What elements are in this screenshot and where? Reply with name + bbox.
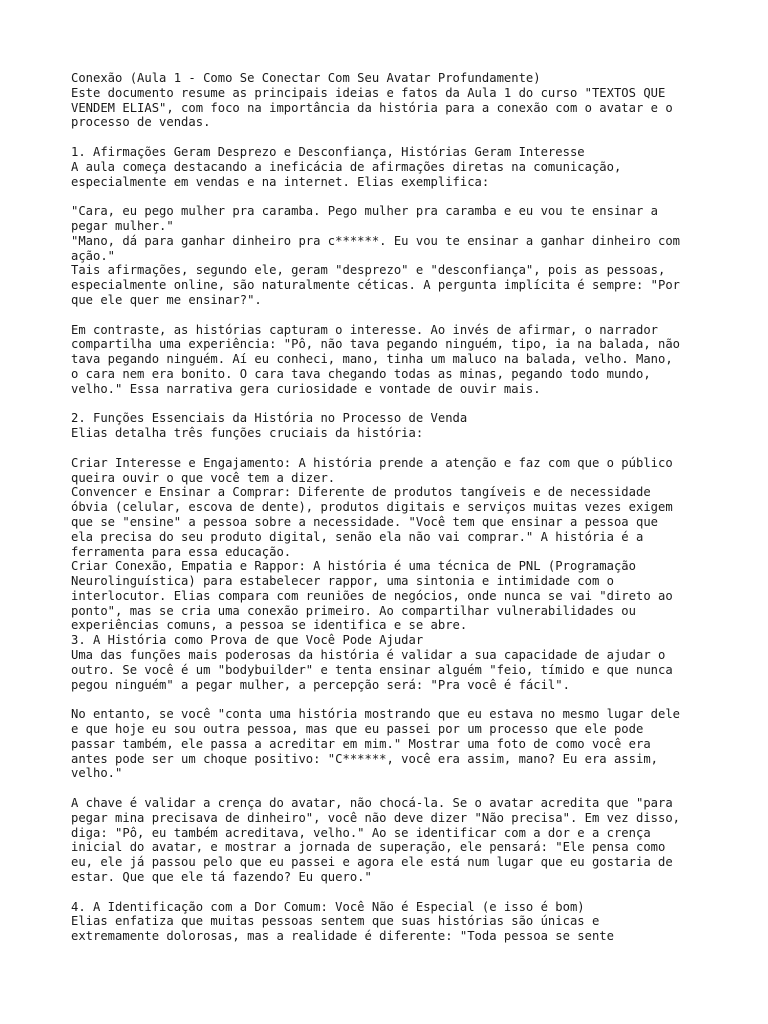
text-line: processo de vendas. [71, 115, 211, 130]
text-line [71, 308, 711, 323]
text-line: especialmente online, são naturalmente céticas. A pergunta implícita é sempre: "Por [71, 278, 681, 293]
text-line: Este documento resume as principais ideias e fatos da Aula 1 do curso "TEXTOS QUE [71, 85, 666, 100]
text-line: pegar mina precisava de dinheiro", você não deve dizer "Não precisa". Em vez disso, [71, 810, 681, 825]
text-line: Convencer e Ensinar a Comprar: Diferente de produtos tangíveis e de necessidade [71, 485, 651, 500]
text-line: que se "ensine" a pessoa sobre a necessidade. "Você tem que ensinar a pessoa que [71, 514, 658, 529]
text-line: inicial do avatar, e mostrar a jornada de superação, ele pensará: "Ele pensa como [71, 840, 666, 855]
text-line: VENDEM ELIAS", com foco na importância da história para a conexão com o avatar e o [71, 100, 673, 115]
text-line [71, 397, 711, 412]
text-line: 2. Funções Essenciais da História no Processo de Venda [71, 411, 468, 426]
text-line: que ele quer me ensinar?". [71, 292, 262, 307]
text-line: pegou ninguém" a pegar mulher, a percepção será: "Pra você é fácil". [71, 677, 570, 692]
text-line: o cara nem era bonito. O cara tava chegando todas as minas, pegando todo mundo, [71, 366, 651, 381]
text-line: especialmente em vendas e na internet. Elias exemplifica: [71, 174, 490, 189]
text-line: outro. Se você é um "bodybuilder" e tenta ensinar alguém "feio, tímido e que nunca [71, 662, 673, 677]
text-line: Elias detalha três funções cruciais da história: [71, 426, 424, 441]
text-line [71, 130, 711, 145]
text-line: Neurolinguística) para estabelecer rappor, uma sintonia e intimidade com o [71, 574, 614, 589]
text-line [71, 441, 711, 456]
text-line: Elias enfatiza que muitas pessoas sentem que suas histórias são únicas e [71, 914, 600, 929]
text-line: Em contraste, as histórias capturam o interesse. Ao invés de afirmar, o narrador [71, 322, 658, 337]
text-line [71, 692, 711, 707]
text-line: Criar Interesse e Engajamento: A história prende a atenção e faz com que o público [71, 455, 673, 470]
text-line: extremamente dolorosas, mas a realidade é diferente: "Toda pessoa se sente [71, 929, 614, 944]
text-line: pegar mulher." [71, 218, 174, 233]
text-line [71, 189, 711, 204]
text-line: tava pegando ninguém. Aí eu conheci, mano, tinha um maluco na balada, velho. Mano, [71, 352, 673, 367]
text-line: compartilha uma experiência: "Pô, não tava pegando ninguém, tipo, ia na balada, não [71, 337, 681, 352]
text-line: velho." [71, 766, 123, 781]
text-line: ferramenta para essa educação. [71, 544, 292, 559]
text-line: Uma das funções mais poderosas da história é validar a sua capacidade de ajudar o [71, 648, 666, 663]
text-line: Tais afirmações, segundo ele, geram "desprezo" e "desconfiança", pois as pessoas, [71, 263, 666, 278]
text-line: ação." [71, 248, 116, 263]
text-line: ponto", mas se cria uma conexão primeiro. Ao compartilhar vulnerabilidades ou [71, 603, 636, 618]
text-line: "Mano, dá para ganhar dinheiro pra c******. Eu vou te ensinar a ganhar dinheiro com [71, 233, 681, 248]
text-line: interlocutor. Elias compara com reuniões de negócios, onde nunca se vai "direto ao [71, 588, 673, 603]
text-line: estar. Que que ele tá fazendo? Eu quero." [71, 870, 372, 885]
text-line: antes pode ser um choque positivo: "C******, você era assim, mano? Eu era assim, [71, 751, 658, 766]
text-line: Conexão (Aula 1 - Como Se Conectar Com Seu Avatar Profundamente) [71, 71, 541, 85]
text-line: passar também, ele passa a acreditar em mim." Mostrar uma foto de como você era [71, 736, 651, 751]
text-line [71, 781, 711, 796]
text-line: 4. A Identificação com a Dor Comum: Você Não é Especial (e isso é bom) [71, 899, 585, 914]
document-text [71, 71, 711, 944]
text-line: 3. A História como Prova de que Você Pode Ajudar [71, 633, 424, 648]
text-line: A aula começa destacando a ineficácia de afirmações diretas na comunicação, [71, 159, 622, 174]
text-line: e que hoje eu sou outra pessoa, mas que eu passei por um processo que ele pode [71, 722, 644, 737]
text-line: 1. Afirmações Geram Desprezo e Desconfiança, Histórias Geram Interesse [71, 144, 585, 159]
text-line: diga: "Pô, eu também acreditava, velho." Ao se identificar com a dor e a crença [71, 825, 651, 840]
text-line [71, 885, 711, 900]
text-line: queira ouvir o que você tem a dizer. [71, 470, 336, 485]
text-line: "Cara, eu pego mulher pra caramba. Pego mulher pra caramba e eu vou te ensinar a [71, 204, 658, 219]
text-line: velho." Essa narrativa gera curiosidade e vontade de ouvir mais. [71, 381, 541, 396]
text-line: óbvia (celular, escova de dente), produtos digitais e serviços muitas vezes exigem [71, 500, 673, 515]
text-line: Criar Conexão, Empatia e Rappor: A história é uma técnica de PNL (Programação [71, 559, 636, 574]
text-line: A chave é validar a crença do avatar, não chocá-la. Se o avatar acredita que "para [71, 796, 673, 811]
text-line: No entanto, se você "conta uma história mostrando que eu estava no mesmo lugar dele [71, 707, 681, 722]
text-line: ela precisa do seu produto digital, senão ela não vai comprar." A história é a [71, 529, 644, 544]
text-line: eu, ele já passou pelo que eu passei e agora ele está num lugar que eu gostaria de [71, 855, 673, 870]
text-line: experiências comuns, a pessoa se identifica e se abre. [71, 618, 468, 633]
